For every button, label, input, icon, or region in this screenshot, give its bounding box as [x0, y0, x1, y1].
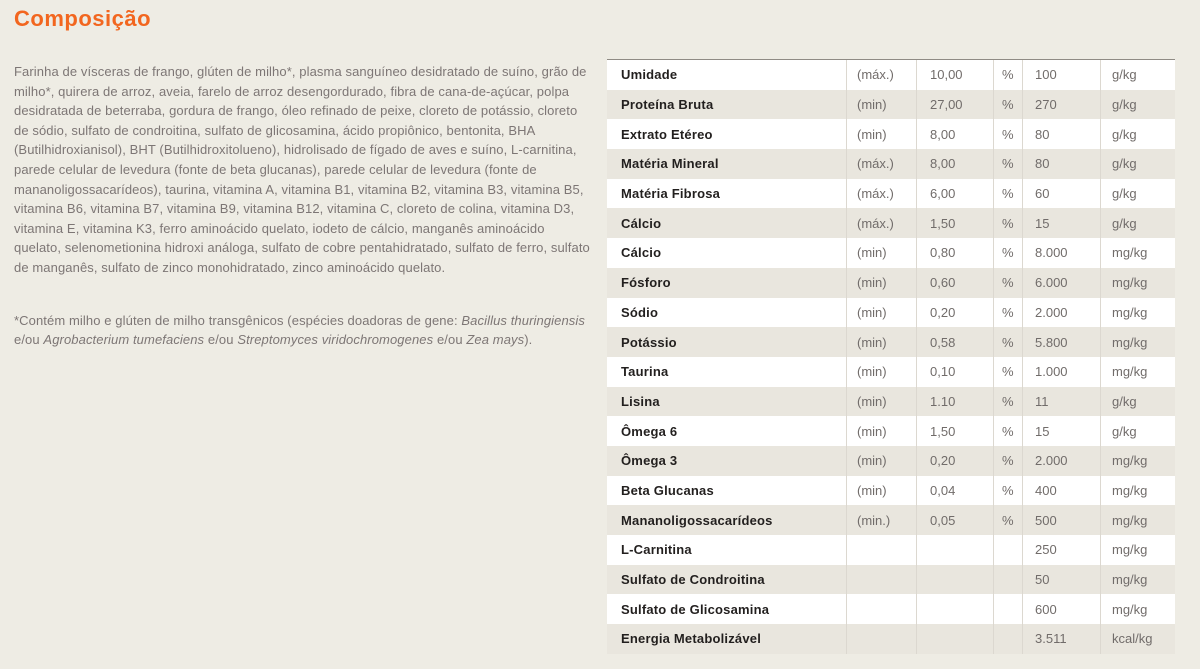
nutrient-name-cell: Ômega 6: [621, 423, 678, 439]
limit-type-cell: (min): [846, 476, 916, 506]
absolute-value-cell: 15: [1022, 416, 1100, 446]
nutrient-name-cell: Sulfato de Glicosamina: [621, 601, 770, 617]
limit-type-cell: (min.): [846, 505, 916, 535]
percent-sign-cell: %: [993, 387, 1022, 417]
percent-sign-cell: %: [993, 416, 1022, 446]
percent-sign-cell: %: [993, 476, 1022, 506]
nutrient-name-cell: Potássio: [621, 334, 677, 350]
limit-type-cell: (min): [846, 238, 916, 268]
unit-cell: g/kg: [1100, 119, 1175, 149]
absolute-value-cell: 500: [1022, 505, 1100, 535]
nutrient-name-cell: Beta Glucanas: [621, 482, 714, 498]
unit-cell: g/kg: [1100, 208, 1175, 238]
nutrient-name-cell: Matéria Fibrosa: [621, 186, 721, 202]
percent-sign-cell: %: [993, 238, 1022, 268]
limit-type-cell: (min): [846, 90, 916, 120]
table-row: [607, 416, 1175, 446]
table-row: [607, 208, 1175, 238]
percent-value-cell: 0,20: [916, 446, 993, 476]
absolute-value-cell: 5.800: [1022, 327, 1100, 357]
nutrition-table: [607, 59, 1175, 654]
nutrient-name-cell: Cálcio: [621, 215, 662, 231]
unit-cell: mg/kg: [1100, 327, 1175, 357]
absolute-value-cell: 270: [1022, 90, 1100, 120]
table-row: [607, 505, 1175, 535]
limit-type-cell: [846, 594, 916, 624]
table-row: [607, 149, 1175, 179]
limit-type-cell: [846, 535, 916, 565]
nutrient-name-cell: Matéria Mineral: [621, 156, 719, 172]
absolute-value-cell: 50: [1022, 565, 1100, 595]
ingredients-paragraph: Farinha de vísceras de frango, glúten de milho*, plasma sanguíneo desidratado de suíno, grão de milho*, quirera de arroz, aveia, farelo de arroz desengordurado, fibra de cana-de-açúcar, polpa desidratada de beterraba, gordura de frango, óleo refinado de peixe, cloreto de potássio, cloreto de sódio, sulfato de condroitina, sulfato de glicosamina, ácido propiônico, bentonita, BHA (Butilhidroxianisol), BHT (Butilhidroxitolueno), hidrolisado de fígado de aves e suíno, L-carnitina, parede celular de levedura (fonte de beta glucanas), parede celular de levedura (fonte de mananoligossacarídeos), taurina, vitamina A, vitamina B1, vitamina B2, vitamina B3, vitamina B5, vitamina B6, vitamina B7, vitamina B9, vitamina B12, vitamina C, cloreto de colina, vitamina D3, vitamina E, vitamina K3, ferro aminoácido quelato, iodeto de cálcio, manganês aminoácido quelato, selenometionina hidroxi análoga, sulfato de cobre pentahidratado, sulfato de ferro, sulfato de manganês, sulfato de zinco monohidratado, zinco aminoácido quelato.: [14, 64, 590, 275]
percent-value-cell: 0,60: [916, 268, 993, 298]
table-row: [607, 179, 1175, 209]
nutrient-name-cell: Extrato Etéreo: [621, 126, 713, 142]
absolute-value-cell: 80: [1022, 149, 1100, 179]
footnote-segment: ).: [524, 332, 533, 348]
footnote-segment: e/ou: [14, 332, 44, 348]
limit-type-cell: (máx.): [846, 179, 916, 209]
footnote-species-name: Streptomyces viridochromogenes: [237, 332, 434, 348]
nutrient-name-cell: Sódio: [621, 304, 659, 320]
percent-value-cell: 8,00: [916, 119, 993, 149]
limit-type-cell: [846, 565, 916, 595]
percent-value-cell: 0,20: [916, 298, 993, 328]
nutrient-name-cell: Fósforo: [621, 275, 671, 291]
footnote-species-name: Zea mays: [466, 332, 525, 348]
unit-cell: mg/kg: [1100, 594, 1175, 624]
percent-sign-cell: %: [993, 119, 1022, 149]
percent-sign-cell: %: [993, 268, 1022, 298]
absolute-value-cell: 250: [1022, 535, 1100, 565]
limit-type-cell: (min): [846, 387, 916, 417]
percent-value-cell: [916, 594, 993, 624]
absolute-value-cell: 2.000: [1022, 446, 1100, 476]
unit-cell: mg/kg: [1100, 357, 1175, 387]
unit-cell: mg/kg: [1100, 298, 1175, 328]
footnote-segment: e/ou: [433, 332, 467, 348]
table-row: [607, 476, 1175, 506]
percent-sign-cell: [993, 594, 1022, 624]
footnote-species-name: Bacillus thuringiensis: [461, 312, 585, 328]
unit-cell: mg/kg: [1100, 505, 1175, 535]
nutrient-name-cell: Proteína Bruta: [621, 97, 714, 113]
nutrient-name-cell: Mananoligossacarídeos: [621, 512, 773, 528]
table-row: [607, 387, 1175, 417]
ingredients-column: [14, 62, 594, 350]
table-row: [607, 565, 1175, 595]
percent-value-cell: 0,80: [916, 238, 993, 268]
percent-sign-cell: %: [993, 298, 1022, 328]
table-row: [607, 535, 1175, 565]
percent-sign-cell: %: [993, 179, 1022, 209]
table-row: [607, 594, 1175, 624]
table-row: [607, 268, 1175, 298]
percent-sign-cell: %: [993, 446, 1022, 476]
nutrient-name-cell: Taurina: [621, 364, 669, 380]
footnote-segment: *Contém milho e glúten de milho transgênicos (espécies doadoras de gene:: [14, 312, 462, 328]
absolute-value-cell: 1.000: [1022, 357, 1100, 387]
percent-sign-cell: %: [993, 60, 1022, 90]
percent-sign-cell: %: [993, 208, 1022, 238]
absolute-value-cell: 60: [1022, 179, 1100, 209]
percent-value-cell: 1,50: [916, 416, 993, 446]
unit-cell: g/kg: [1100, 60, 1175, 90]
limit-type-cell: (min): [846, 298, 916, 328]
absolute-value-cell: 100: [1022, 60, 1100, 90]
absolute-value-cell: 11: [1022, 387, 1100, 417]
nutrient-name-cell: Ômega 3: [621, 453, 678, 469]
unit-cell: mg/kg: [1100, 268, 1175, 298]
percent-sign-cell: %: [993, 357, 1022, 387]
limit-type-cell: (máx.): [846, 149, 916, 179]
limit-type-cell: [846, 624, 916, 654]
absolute-value-cell: 400: [1022, 476, 1100, 506]
unit-cell: mg/kg: [1100, 565, 1175, 595]
unit-cell: g/kg: [1100, 179, 1175, 209]
percent-sign-cell: [993, 535, 1022, 565]
percent-value-cell: 1,50: [916, 208, 993, 238]
percent-value-cell: 1.10: [916, 387, 993, 417]
page-title: Composição: [14, 6, 152, 31]
table-row: [607, 298, 1175, 328]
nutrient-name-cell: Energia Metabolizável: [621, 631, 762, 647]
limit-type-cell: (min): [846, 446, 916, 476]
percent-value-cell: [916, 624, 993, 654]
table-row: [607, 446, 1175, 476]
percent-sign-cell: %: [993, 149, 1022, 179]
unit-cell: g/kg: [1100, 149, 1175, 179]
unit-cell: mg/kg: [1100, 476, 1175, 506]
unit-cell: mg/kg: [1100, 238, 1175, 268]
limit-type-cell: (min): [846, 416, 916, 446]
limit-type-cell: (min): [846, 268, 916, 298]
percent-sign-cell: [993, 565, 1022, 595]
table-row: [607, 90, 1175, 120]
percent-sign-cell: %: [993, 90, 1022, 120]
percent-value-cell: [916, 535, 993, 565]
absolute-value-cell: 15: [1022, 208, 1100, 238]
percent-value-cell: 0,10: [916, 357, 993, 387]
limit-type-cell: (máx.): [846, 60, 916, 90]
limit-type-cell: (min): [846, 327, 916, 357]
table-row: [607, 60, 1175, 90]
unit-cell: mg/kg: [1100, 446, 1175, 476]
footnote-species-name: Agrobacterium tumefaciens: [43, 332, 205, 348]
table-row: [607, 327, 1175, 357]
table-row: [607, 238, 1175, 268]
percent-value-cell: 0,58: [916, 327, 993, 357]
table-row: [607, 119, 1175, 149]
limit-type-cell: (min): [846, 357, 916, 387]
percent-value-cell: 6,00: [916, 179, 993, 209]
unit-cell: g/kg: [1100, 387, 1175, 417]
absolute-value-cell: 80: [1022, 119, 1100, 149]
limit-type-cell: (máx.): [846, 208, 916, 238]
unit-cell: mg/kg: [1100, 535, 1175, 565]
table-row: [607, 357, 1175, 387]
percent-value-cell: 27,00: [916, 90, 993, 120]
unit-cell: kcal/kg: [1100, 624, 1175, 654]
table-row: [607, 624, 1175, 654]
absolute-value-cell: 8.000: [1022, 238, 1100, 268]
transgenic-footnote: [14, 311, 594, 350]
unit-cell: g/kg: [1100, 90, 1175, 120]
unit-cell: g/kg: [1100, 416, 1175, 446]
absolute-value-cell: 2.000: [1022, 298, 1100, 328]
absolute-value-cell: 3.511: [1022, 624, 1100, 654]
percent-sign-cell: %: [993, 327, 1022, 357]
percent-value-cell: 8,00: [916, 149, 993, 179]
nutrient-name-cell: Umidade: [621, 67, 678, 83]
nutrient-name-cell: Lisina: [621, 393, 660, 409]
percent-value-cell: [916, 565, 993, 595]
nutrient-name-cell: Sulfato de Condroitina: [621, 572, 765, 588]
percent-value-cell: 10,00: [916, 60, 993, 90]
limit-type-cell: (min): [846, 119, 916, 149]
percent-value-cell: 0,04: [916, 476, 993, 506]
nutrient-name-cell: Cálcio: [621, 245, 662, 261]
percent-sign-cell: %: [993, 505, 1022, 535]
absolute-value-cell: 600: [1022, 594, 1100, 624]
nutrient-name-cell: L-Carnitina: [621, 542, 692, 558]
absolute-value-cell: 6.000: [1022, 268, 1100, 298]
footnote-segment: e/ou: [204, 332, 238, 348]
percent-value-cell: 0,05: [916, 505, 993, 535]
percent-sign-cell: [993, 624, 1022, 654]
